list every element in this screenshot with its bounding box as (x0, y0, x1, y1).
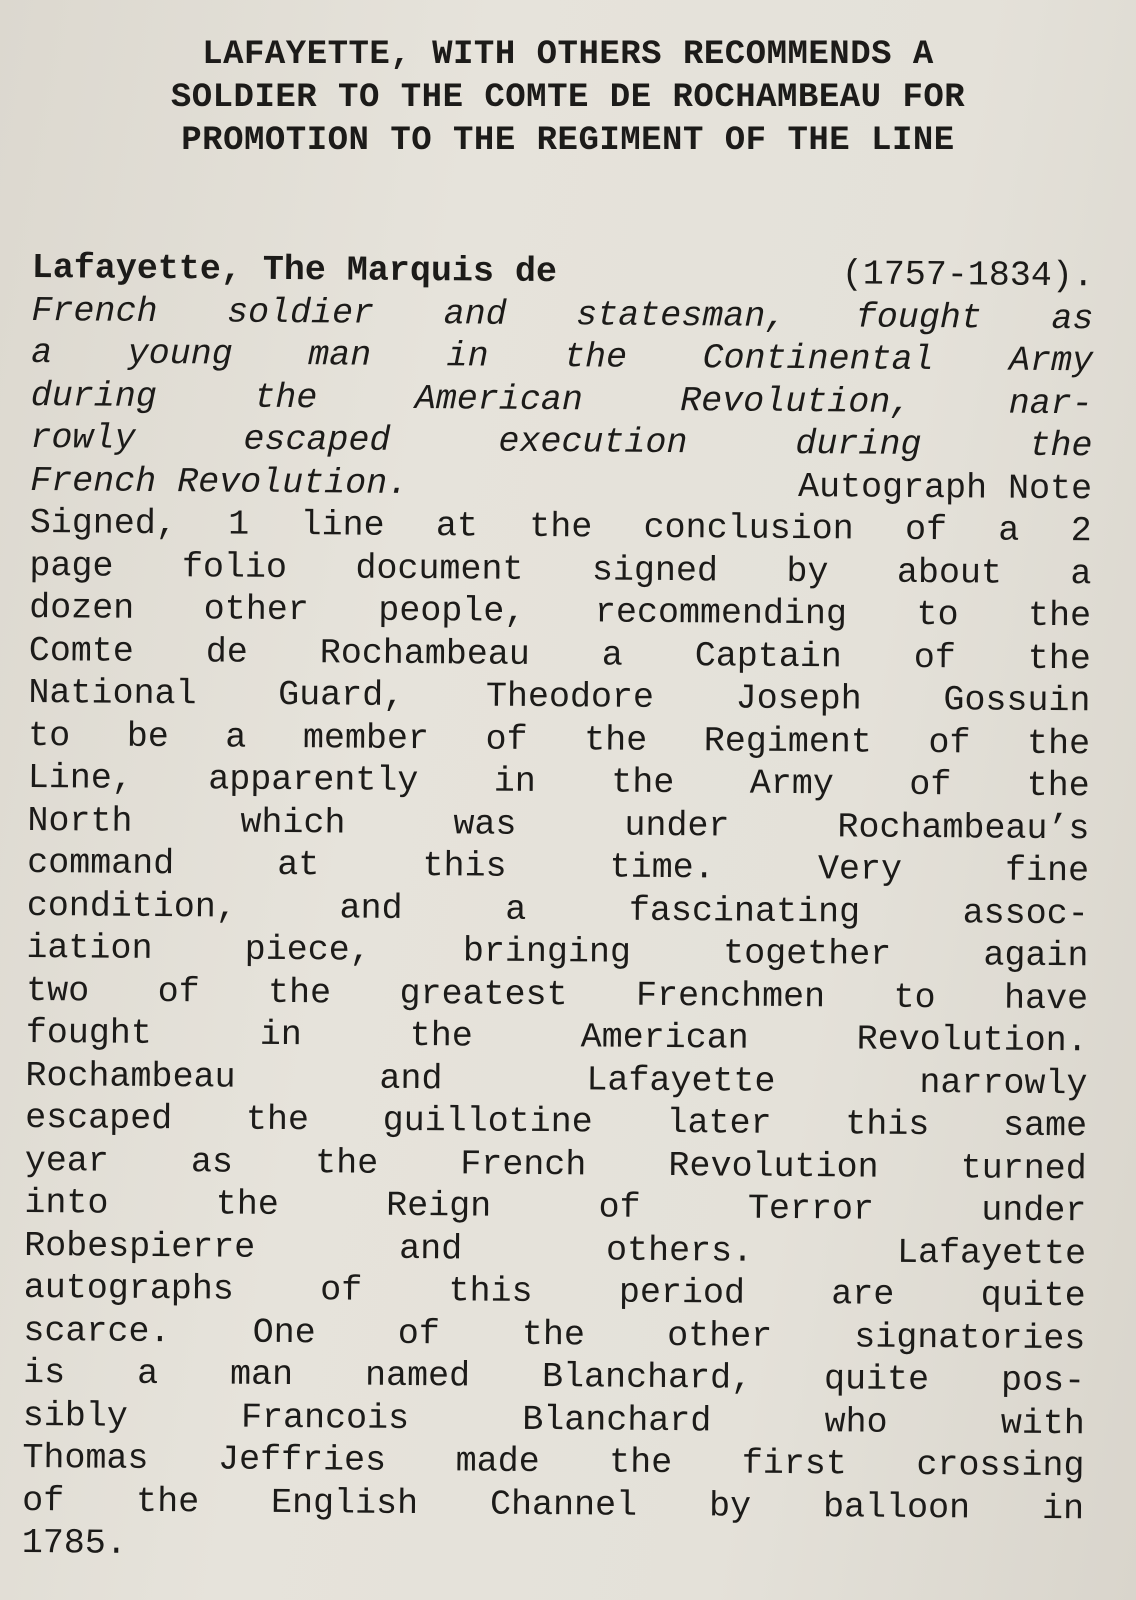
word: and (379, 1058, 443, 1099)
word: as (190, 1141, 234, 1183)
word: of (21, 1480, 65, 1521)
word: 2 (1070, 511, 1092, 552)
word: condition, (26, 885, 238, 928)
word: later (666, 1103, 772, 1144)
word: other (203, 589, 309, 631)
word: which (240, 802, 346, 843)
word: together (723, 933, 892, 975)
word: Gossuin (943, 680, 1091, 722)
word: the (1027, 638, 1091, 679)
word: during (30, 375, 158, 417)
word: to (893, 977, 936, 1018)
word: North (27, 800, 133, 842)
word: folio (181, 546, 288, 588)
word: assoc- (962, 892, 1089, 934)
word: turned (960, 1147, 1087, 1189)
word: Signed, (29, 502, 178, 545)
word: French (460, 1143, 587, 1185)
word: 1 (228, 504, 250, 545)
word: Blanchard, (541, 1357, 753, 1399)
word: Continental (702, 338, 934, 381)
bio-line-2 (31, 332, 1093, 383)
word: Rochambeau’s (837, 806, 1090, 849)
word: scarce. (23, 1310, 171, 1352)
word: this (845, 1104, 930, 1146)
word: of (157, 971, 200, 1012)
word: balloon (822, 1486, 971, 1528)
word: the (584, 719, 648, 761)
word: Line, (27, 757, 134, 799)
word: of (913, 637, 956, 678)
word: of (904, 509, 948, 551)
word: the (609, 1442, 673, 1484)
word: Army (1008, 340, 1094, 382)
word: page (29, 545, 114, 587)
word: by (786, 551, 829, 592)
word: statesman, (576, 294, 787, 337)
word: signatories (854, 1316, 1086, 1359)
subject-dates: (1757-1834). (841, 254, 1094, 297)
word: the (245, 1099, 310, 1141)
word: Army (749, 763, 834, 805)
word: Theodore (485, 676, 655, 718)
word: during (795, 424, 922, 465)
word: to (28, 715, 71, 756)
word: period (618, 1272, 746, 1314)
word: nar- (1008, 383, 1093, 424)
word: of (598, 1187, 641, 1228)
word: in (259, 1014, 302, 1056)
word: iation (26, 927, 153, 969)
word: under (624, 805, 730, 846)
word: Channel (489, 1484, 638, 1526)
word: Thomas (22, 1437, 149, 1479)
word: and (398, 1228, 463, 1269)
word: people, (378, 590, 526, 632)
word: under (981, 1190, 1087, 1232)
word: two (26, 970, 90, 1011)
word: the (267, 972, 332, 1013)
word: fought (25, 1012, 153, 1054)
word: American (414, 378, 583, 420)
word: man (307, 335, 372, 376)
word: escaped (243, 419, 391, 461)
desc-line-25 (22, 1522, 1084, 1573)
word: the (1027, 595, 1092, 637)
desc-line-5 (28, 672, 1090, 723)
word: the (215, 1184, 280, 1225)
word: other (667, 1315, 773, 1357)
word: piece, (244, 929, 371, 971)
word: year (24, 1140, 109, 1182)
word: member (302, 717, 430, 759)
word: are (831, 1274, 895, 1315)
word: Regiment (703, 720, 872, 763)
word: of (320, 1270, 363, 1311)
word: of (397, 1313, 441, 1354)
desc-line-10 (27, 884, 1089, 935)
word: Blanchard (522, 1399, 712, 1441)
word: as (1051, 298, 1094, 339)
word: Guard, (278, 674, 405, 716)
word: 1785. (21, 1522, 128, 1564)
word: Joseph (735, 678, 862, 720)
word: a (998, 510, 1020, 551)
word: at (435, 506, 479, 547)
word: Robespierre (24, 1225, 256, 1268)
word: the (315, 1142, 379, 1184)
word: the (1029, 425, 1093, 467)
desc-line-24 (22, 1479, 1084, 1530)
desc-line-2 (29, 544, 1091, 595)
word: into (24, 1182, 109, 1224)
word: be (126, 716, 169, 757)
word: pos- (1000, 1360, 1086, 1402)
description-body (22, 247, 1094, 1573)
word: Revolution, (680, 380, 912, 423)
word: execution (498, 421, 688, 464)
word: guillotine (382, 1100, 593, 1143)
word: American (580, 1017, 749, 1059)
word: Francois (240, 1397, 410, 1439)
title-line: LAFAYETTE, WITH OTHERS RECOMMENDS A (202, 36, 934, 74)
word: the (1026, 723, 1091, 764)
word: of (928, 722, 971, 763)
word: conclusion (643, 507, 854, 550)
word: the (529, 506, 593, 548)
word: the (611, 762, 675, 804)
word: of (909, 764, 952, 806)
word: narrowly (919, 1062, 1088, 1104)
word: named (364, 1355, 471, 1397)
word: the (409, 1015, 473, 1057)
word: fascinating (628, 890, 861, 933)
word: others. (605, 1230, 754, 1272)
word: Revolution. (856, 1019, 1088, 1062)
word: a (225, 717, 247, 758)
word: a (1070, 553, 1092, 594)
word: with (1000, 1403, 1085, 1444)
word: young (127, 333, 233, 375)
word: escaped (25, 1097, 173, 1140)
word: the (1026, 765, 1090, 807)
word: French (31, 290, 158, 332)
word: a (31, 332, 53, 374)
word: Lafayette (896, 1232, 1087, 1274)
word: Frenchmen (635, 975, 826, 1017)
word: Captain (694, 635, 842, 677)
word: and (443, 293, 507, 335)
description-start: Autograph Note (797, 466, 1093, 509)
word: by (708, 1485, 752, 1527)
word: document (355, 548, 524, 590)
word: this (448, 1271, 533, 1312)
word: crossing (916, 1444, 1085, 1487)
word: made (455, 1441, 540, 1483)
text-line-1 (32, 247, 1094, 298)
word: first (741, 1443, 847, 1485)
desc-line-12 (26, 969, 1088, 1020)
bio-line-5 (30, 459, 1092, 510)
word: sibly (22, 1395, 129, 1437)
word: quite (980, 1275, 1086, 1317)
word: in (446, 336, 489, 377)
title-line: PROMOTION TO THE REGIMENT OF THE LINE (181, 122, 955, 160)
word: fought (855, 296, 983, 338)
word: soldier (226, 292, 375, 334)
word: recommending (594, 592, 848, 635)
word: the (254, 377, 318, 418)
word: command (27, 842, 175, 885)
word: Rochambeau (25, 1055, 236, 1098)
word: rowly (30, 417, 136, 459)
desc-line-19 (24, 1267, 1086, 1318)
word: Rochambeau (319, 632, 531, 675)
word: Lafayette (586, 1059, 776, 1102)
word: again (983, 935, 1089, 977)
word: line (300, 505, 385, 546)
word: bringing (462, 931, 632, 973)
word: English (270, 1482, 419, 1524)
word: apparently (208, 759, 419, 802)
word: greatest (399, 973, 568, 1015)
word: de (205, 631, 248, 673)
bio-end: French Revolution. (30, 460, 409, 504)
word: at (277, 844, 320, 886)
word: a (505, 889, 527, 930)
word: about (896, 552, 1003, 594)
word: this (422, 846, 507, 887)
word: have (1003, 978, 1089, 1019)
word: dozen (29, 587, 135, 629)
word: a (136, 1353, 159, 1395)
word: to (916, 594, 959, 636)
word: Comte (28, 630, 135, 672)
word: Jeffries (217, 1439, 387, 1481)
word: autographs (23, 1267, 235, 1310)
word: One (252, 1312, 316, 1353)
word: fine (1004, 850, 1090, 892)
word: National (28, 672, 197, 715)
word: Terror (747, 1188, 875, 1230)
word: Revolution (668, 1145, 879, 1188)
word: in (493, 761, 537, 802)
word: a (601, 634, 623, 676)
word: of (485, 719, 528, 760)
subject-name: Lafayette, The Marquis de (31, 247, 558, 293)
title-line: SOLDIER TO THE COMTE DE ROCHAMBEAU FOR (170, 79, 966, 117)
word: signed (591, 549, 719, 591)
word: in (1041, 1488, 1085, 1529)
word: same (1002, 1105, 1088, 1147)
word: who (824, 1401, 888, 1443)
word: man (229, 1354, 294, 1396)
desc-line-14 (25, 1054, 1087, 1105)
document-title (30, 34, 1106, 163)
word: Very (817, 849, 903, 890)
word: Reign (386, 1185, 492, 1227)
word: is (22, 1352, 66, 1394)
word: the (563, 337, 628, 378)
word: time. (609, 847, 715, 889)
word: the (521, 1314, 586, 1355)
word: was (453, 803, 517, 845)
word: the (135, 1481, 200, 1522)
word: and (339, 887, 403, 929)
word: quite (823, 1359, 930, 1401)
